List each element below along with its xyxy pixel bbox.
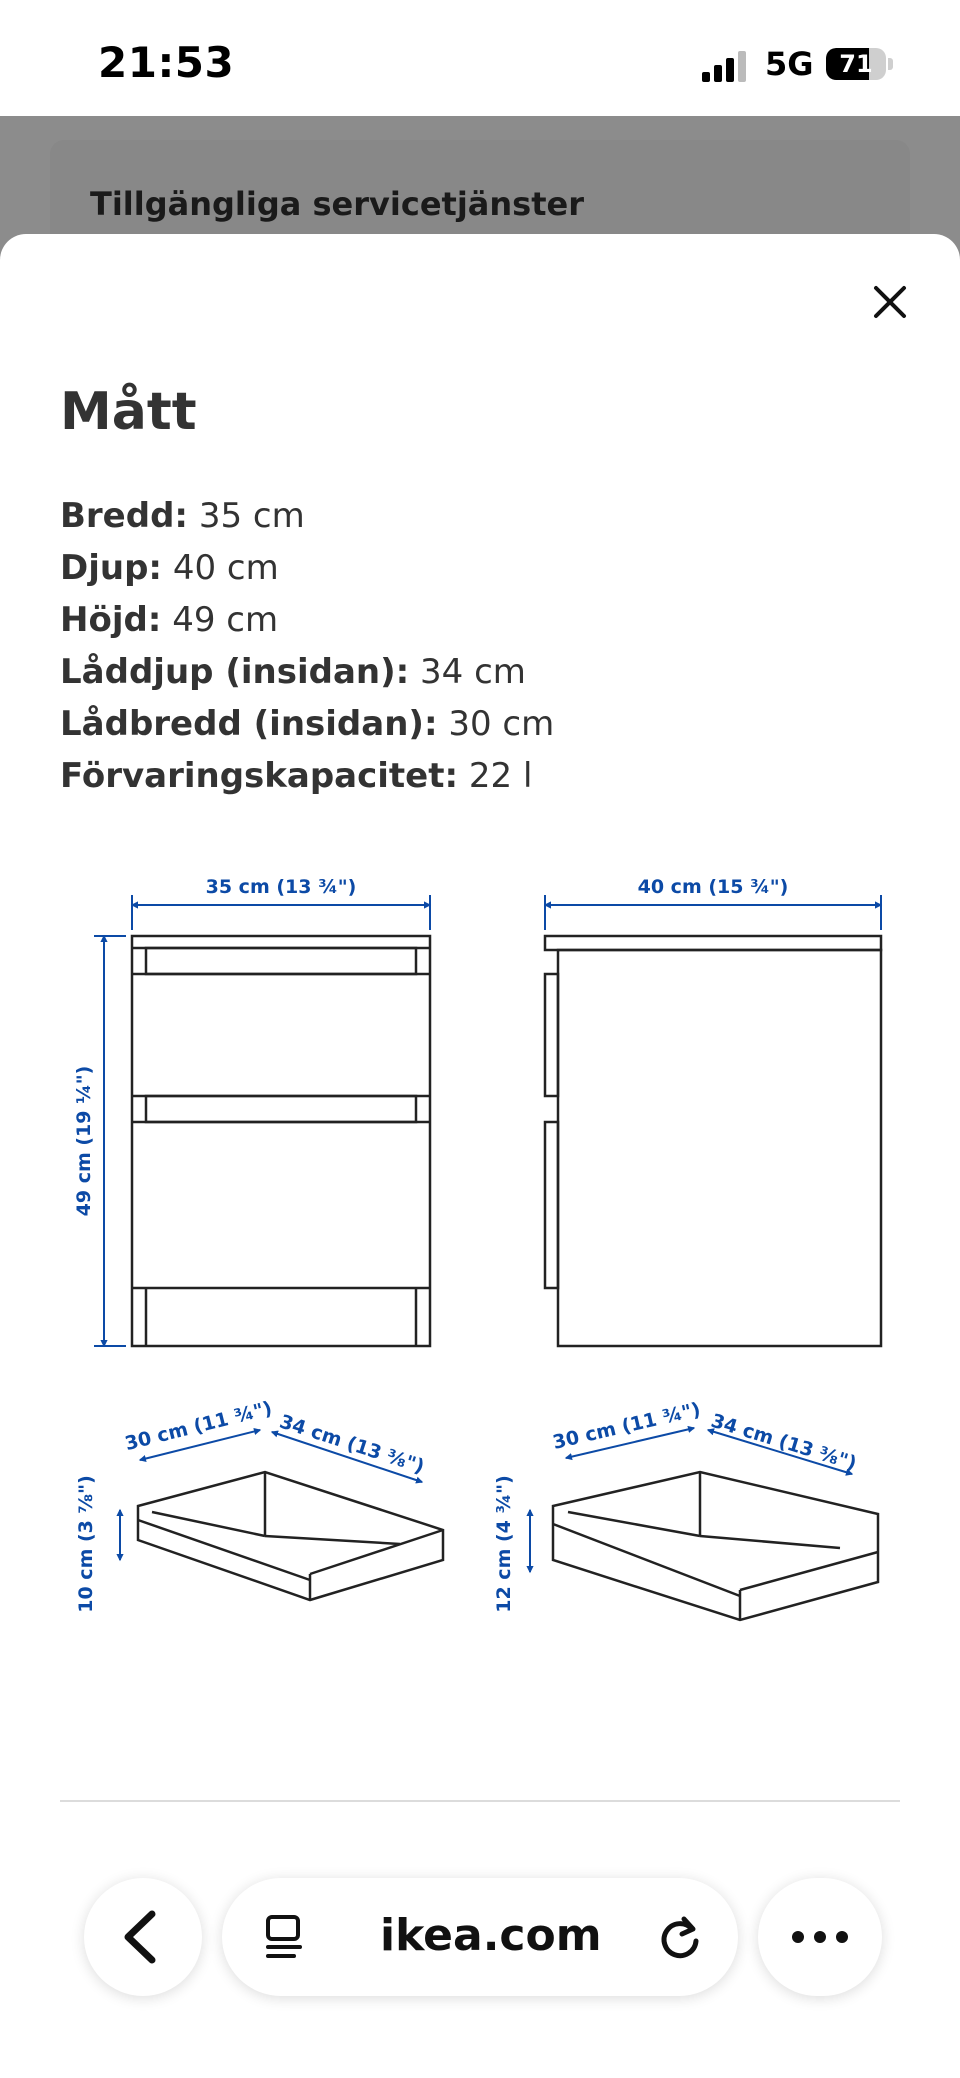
dimension-row	[60, 594, 554, 646]
drawer1-width-label: 30 cm (11 ¾")	[122, 1397, 275, 1456]
divider	[60, 1800, 900, 1802]
background-card-title: Tillgängliga servicetjänster	[90, 185, 584, 223]
dimension-label: Bredd:	[60, 496, 189, 536]
height-label: 49 cm (19 ¼")	[73, 1065, 95, 1217]
dimension-row	[60, 542, 554, 594]
sheet-title: Mått	[60, 382, 197, 442]
dimension-value: 22 l	[468, 756, 533, 796]
dimension-value: 40 cm	[172, 548, 279, 588]
drawer2-depth-label: 34 cm (13 ⅜")	[708, 1409, 860, 1475]
drawer1-depth-label: 34 cm (13 ⅜")	[276, 1410, 427, 1479]
dimension-value: 30 cm	[448, 704, 555, 744]
dimension-row	[60, 750, 554, 802]
dimension-row	[60, 646, 554, 698]
address-bar[interactable]	[222, 1878, 738, 1996]
side-depth-label: 40 cm (15 ¾")	[637, 876, 789, 898]
dimension-row	[60, 490, 554, 542]
ellipsis-icon	[758, 1878, 882, 1996]
dimension-label: Lådbredd (insidan):	[60, 704, 438, 744]
back-button[interactable]	[84, 1878, 202, 1996]
drawer2-width-label: 30 cm (11 ¾")	[550, 1398, 703, 1454]
battery-icon	[826, 48, 894, 82]
battery-level: 71	[839, 50, 873, 78]
reader-icon[interactable]	[256, 1907, 316, 1967]
status-time: 21:53	[98, 38, 235, 87]
drawer2-height-label: 12 cm (4 ¾")	[493, 1475, 515, 1613]
status-bar	[0, 0, 960, 116]
dimension-diagram	[60, 860, 910, 1720]
dimensions-list	[60, 490, 554, 802]
dimension-label: Förvaringskapacitet:	[60, 756, 459, 796]
dimension-label: Djup:	[60, 548, 163, 588]
dimension-value: 35 cm	[198, 496, 305, 536]
more-button[interactable]	[758, 1878, 882, 1996]
close-icon[interactable]	[866, 278, 914, 326]
dimension-label: Låddjup (insidan):	[60, 652, 410, 692]
dimension-label: Höjd:	[60, 600, 162, 640]
signal-icon	[702, 50, 750, 82]
dimension-value: 49 cm	[172, 600, 279, 640]
front-width-label: 35 cm (13 ¾")	[205, 876, 357, 898]
drawer1-height-label: 10 cm (3 ⅞")	[75, 1475, 97, 1613]
url-text: ikea.com	[380, 1910, 602, 1961]
network-label: 5G	[765, 45, 814, 83]
reload-icon[interactable]	[650, 1907, 710, 1967]
chevron-left-icon	[84, 1878, 202, 1996]
dimension-row	[60, 698, 554, 750]
dimension-value: 34 cm	[420, 652, 526, 692]
